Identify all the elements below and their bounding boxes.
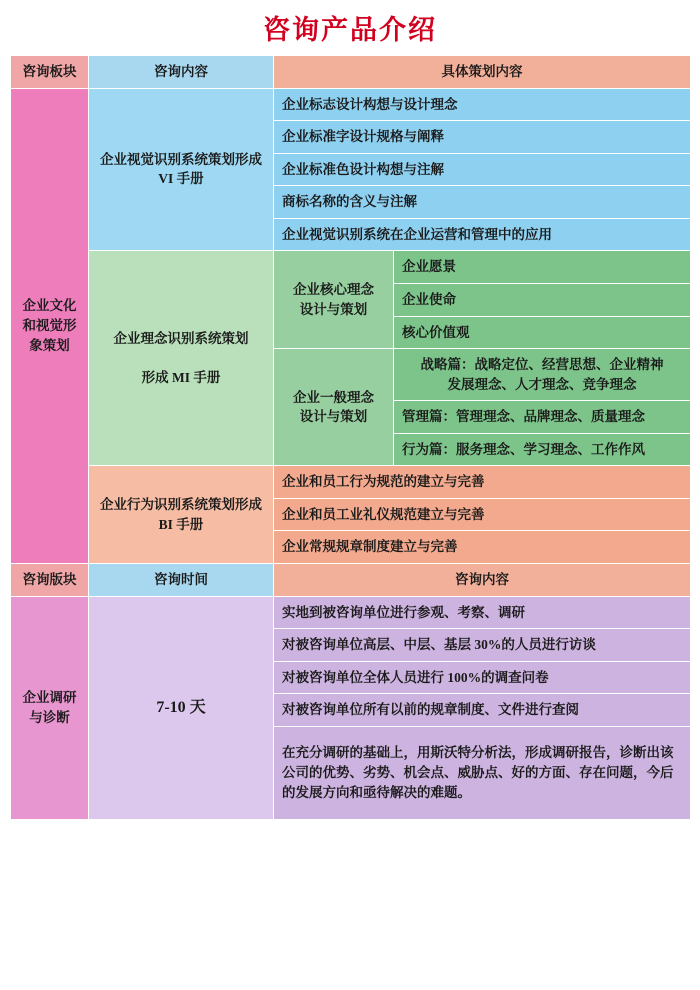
section1-left-label-text: 企业文化和视觉形象策划 <box>22 298 77 353</box>
list-item: 企业使命 <box>394 283 691 316</box>
table-row <box>11 466 691 499</box>
sub-block-general-ideology: 企业一般理念 设计与策划 <box>274 349 394 466</box>
section1-left-label <box>11 88 89 563</box>
header-cell-detail: 具体策划内容 <box>274 56 691 89</box>
list-item: 实地到被咨询单位进行参观、考察、调研 <box>274 596 691 629</box>
section2-left-label <box>11 596 89 819</box>
list-item: 战略篇：战略定位、经营思想、企业精神 发展理念、人才理念、竞争理念 <box>394 349 691 401</box>
research-duration: 7-10 天 <box>89 596 274 819</box>
list-item: 对被咨询单位全体人员进行 100%的调查问卷 <box>274 661 691 694</box>
block-name-bi: 企业行为识别系统策划形成 BI 手册 <box>89 466 274 564</box>
list-item: 企业愿景 <box>394 251 691 284</box>
table-row <box>11 596 691 629</box>
list-item: 商标名称的含义与注解 <box>274 186 691 219</box>
list-item: 企业标志设计构想与设计理念 <box>274 88 691 121</box>
list-item-summary: 在充分调研的基础上，用斯沃特分析法，形成调研报告，诊断出该公司的优势、劣势、机会点、威胁点、好的方面、存在问题，今后的发展方向和亟待解决的难题。 <box>274 726 691 819</box>
list-item: 企业视觉识别系统在企业运营和管理中的应用 <box>274 218 691 251</box>
consulting-product-table <box>10 55 691 820</box>
list-item: 核心价值观 <box>394 316 691 349</box>
table-row <box>11 251 691 284</box>
header-cell-module: 咨询板块 <box>11 56 89 89</box>
list-item: 管理篇：管理理念、品牌理念、质量理念 <box>394 401 691 434</box>
block-name-mi: 企业理念识别系统策划 形成 MI 手册 <box>89 251 274 466</box>
page-title: 咨询产品介绍 <box>263 15 437 45</box>
header-cell-content: 咨询内容 <box>89 56 274 89</box>
list-item: 企业常规规章制度建立与完善 <box>274 531 691 564</box>
table-header-row-1 <box>11 56 691 89</box>
section2-left-label-text: 企业调研与诊断 <box>22 690 77 725</box>
header-cell-content-2: 咨询内容 <box>274 564 691 597</box>
list-item: 行为篇：服务理念、学习理念、工作作风 <box>394 433 691 466</box>
list-item: 企业和员工行为规范的建立与完善 <box>274 466 691 499</box>
list-item: 企业和员工业礼仪规范建立与完善 <box>274 498 691 531</box>
list-item: 对被咨询单位所有以前的规章制度、文件进行查阅 <box>274 694 691 727</box>
header-cell-module-2: 咨询版块 <box>11 564 89 597</box>
block-name-vi: 企业视觉识别系统策划形成 VI 手册 <box>89 88 274 251</box>
table-header-row-2 <box>11 564 691 597</box>
table-row <box>11 88 691 121</box>
sub-block-core-ideology: 企业核心理念 设计与策划 <box>274 251 394 349</box>
list-item: 企业标准色设计构想与注解 <box>274 153 691 186</box>
list-item: 企业标准字设计规格与阐释 <box>274 121 691 154</box>
list-item: 对被咨询单位高层、中层、基层 30%的人员进行访谈 <box>274 629 691 662</box>
header-cell-time: 咨询时间 <box>89 564 274 597</box>
